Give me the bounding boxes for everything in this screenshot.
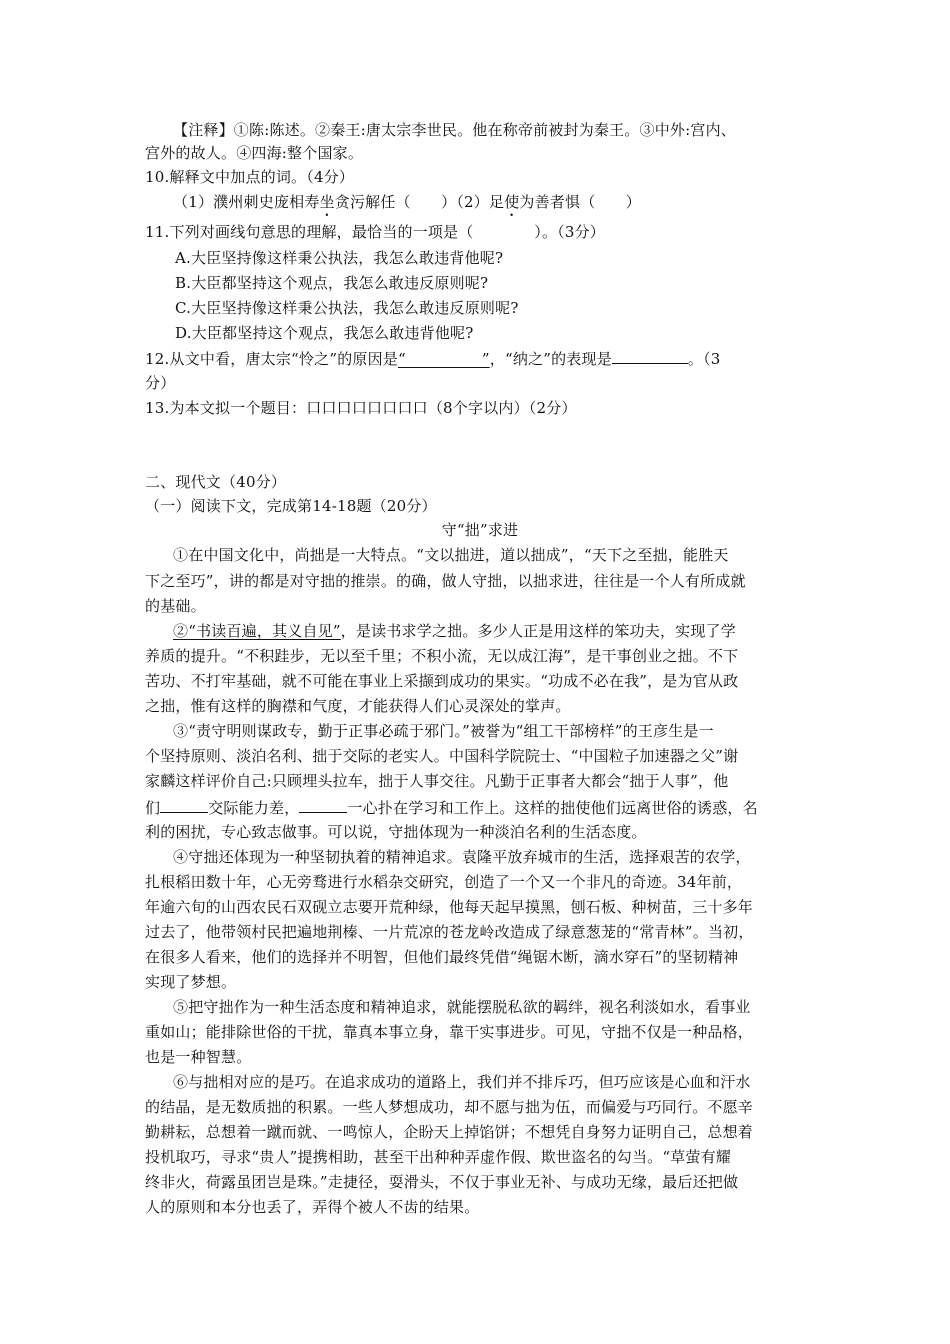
paragraph-text: 一心扑在学习和工作上。这样的拙使他们远离世俗的诱惑，名 xyxy=(347,799,758,817)
dotted-word: 使 xyxy=(504,193,520,211)
q10-item1-text: （1）濮州刺史庞相寿 xyxy=(173,193,320,211)
q11-option-d: D.大臣都坚持这个观点，我怎么敢违背他呢? xyxy=(175,324,474,342)
q11-option-b: B.大臣都坚持这个观点，我怎么敢违反原则呢? xyxy=(175,274,489,292)
paragraph-line: ③“责守明则谋政专，勤于正事必疏于邪门。”被誉为“组工干部榜样”的王彦生是一 xyxy=(173,722,714,740)
q12-text: ，“纳之”的表现是 xyxy=(489,350,612,368)
paragraph-line: 下之至巧”，讲的都是对守拙的推崇。的确，做人守拙，以拙求进，往往是一个人有所成就 xyxy=(145,572,746,590)
paragraph-line: 扎根稻田数十年，心无旁骛进行水稻杂交研究，创造了一个又一个非凡的奇迹。34年前， xyxy=(145,873,743,891)
paragraph-line: 实现了梦想。 xyxy=(145,973,237,991)
paragraph-line: 人的原则和本分也丢了，弄得个被人不齿的结果。 xyxy=(145,1198,480,1216)
paragraph-line: 终非火，荷露虽团岂是珠。”走捷径，耍滑头，不仅于事业无补、与成功无缘，最后还把做 xyxy=(145,1173,739,1191)
paragraph-line: 养质的提升。“不积跬步，无以至千里；不积小流，无以成江海”，是干事创业之拙。不下 xyxy=(145,647,739,665)
underlined-sentence: ②“书读百遍，其义自见” xyxy=(173,622,341,640)
paragraph-line: 利的困扰，专心致志做事。可以说，守拙体现为一种淡泊名利的生活态度。 xyxy=(145,823,647,841)
paragraph-line: 之拙，惟有这样的胸襟和气度，才能获得人们心灵深处的掌声。 xyxy=(145,697,571,715)
q11-option-c: C.大臣坚持像这样秉公执法，我怎么敢违反原则呢? xyxy=(175,299,519,317)
paragraph-text: 们 xyxy=(145,799,161,817)
paragraph-line: ⑤把守拙作为一种生活态度和精神追求，就能摆脱私欲的羁绊，视名利淡如水，看事业 xyxy=(173,998,751,1016)
paragraph-line: ⑥与拙相对应的是巧。在追求成功的道路上，我们并不排斥巧，但巧应该是心血和汗水 xyxy=(173,1073,751,1091)
paragraph-line: 重如山；能排除世俗的干扰，靠真本事立身，靠干实事进步。可见，守拙不仅是一种品格， xyxy=(145,1023,754,1041)
annotation-line: 宫外的故人。④四海:整个国家。 xyxy=(145,144,364,162)
question-11-stem: 11.下列对画线句意思的理解，最恰当的一项是（ ）。（3分） xyxy=(145,223,606,241)
question-13-stem: 13.为本文拟一个题目：口口口口口口口口（8个字以内）（2分） xyxy=(145,399,577,417)
question-12-stem xyxy=(145,346,810,372)
paragraph-line: 投机取巧，寻求“贵人”提携相助，甚至干出种种弄虚作假、欺世盗名的勾当。“草萤有耀 xyxy=(145,1148,732,1166)
paragraph-line: ④守拙还体现为一种坚韧执着的精神追求。袁隆平放弃城市的生活，选择艰苦的农学， xyxy=(173,848,751,866)
paragraph-line: 过去了，他带领村民把遍地荆榛、一片荒凉的苍龙岭改造成了绿意葱茏的“常青林”。当初， xyxy=(145,923,754,941)
paragraph-line: 家麟这样评价自己:只顾埋头拉车，拙于人事交往。凡勤于正事者大都会“拙于人事”，他 xyxy=(145,772,729,790)
q12-text: 12.从文中看，唐太宗“怜之”的原因是 xyxy=(145,350,398,368)
paragraph-line: ①在中国文化中，尚拙是一大特点。“文以拙进，道以拙成”，“天下之至拙，能胜天 xyxy=(173,546,729,564)
paragraph-line: 也是一种智慧。 xyxy=(145,1048,252,1066)
annotation-line: 【注释】①陈:陈述。②秦王:唐太宗李世民。他在称帝前被封为秦王。③中外:宫内、 xyxy=(173,121,736,139)
q11-option-a: A.大臣坚持像这样秉公执法，我怎么敢违背他呢? xyxy=(175,249,504,267)
paragraph-text: 交际能力差， xyxy=(208,799,300,817)
paragraph-line xyxy=(145,795,810,821)
paragraph-text: ，是读书求学之拙。多少人正是用这样的笨功夫，实现了学 xyxy=(340,622,736,640)
section-heading: 二、现代文（40分） xyxy=(145,473,287,491)
q10-item1-rest: 贪污解任（ ）（2）足 xyxy=(334,193,505,211)
article-title: 守“拙”求进 xyxy=(441,521,519,539)
dotted-word: 坐 xyxy=(319,193,335,211)
paragraph-line: 的基础。 xyxy=(145,597,206,615)
section-subheading: （一）阅读下文，完成第14-18题（20分） xyxy=(145,497,437,515)
paragraph-line: 勤耕耘，总想着一蹴而就、一鸣惊人，企盼天上掉馅饼；不想凭自身努力证明自己，总想着 xyxy=(145,1123,754,1141)
paragraph-line: 的结晶，是无数质拙的积累。一些人梦想成功，却不愿与拙为伍，而偏爱与巧同行。不愿辛 xyxy=(145,1098,754,1116)
q12-text: 。（3 xyxy=(687,350,721,368)
question-12-stem-cont: 分） xyxy=(145,374,176,392)
paragraph-line: 苦功、不打牢基础，就不可能在事业上采撷到成功的果实。“功成不必在我”，是为官从政 xyxy=(145,672,739,690)
fill-in-blank-1[interactable] xyxy=(160,795,208,813)
paragraph-line: 年逾六旬的山西农民石双砚立志要开荒种绿，他每天起早摸黑，刨石板、种树苗，三十多年 xyxy=(145,898,754,916)
paragraph-line: 个坚持原则、淡泊名利、拙于交际的老实人。中国科学院院士、“中国粒子加速器之父”谢 xyxy=(145,747,739,765)
q10-item2-rest: 为善者惧（ ） xyxy=(519,193,642,211)
paragraph-line: 在很多人看来，他们的选择并不明智，但他们最终凭借“绳锯木断，滴水穿石”的坚韧精神 xyxy=(145,948,739,966)
q12-answer-blank-2[interactable] xyxy=(612,346,688,364)
paragraph-line xyxy=(173,619,838,644)
question-10-stem: 10.解释文中加点的词。（4分） xyxy=(145,168,355,186)
question-10-items xyxy=(173,190,838,220)
fill-in-blank-2[interactable] xyxy=(299,795,347,813)
q12-answer-blank-1[interactable]: “ ” xyxy=(398,350,490,368)
